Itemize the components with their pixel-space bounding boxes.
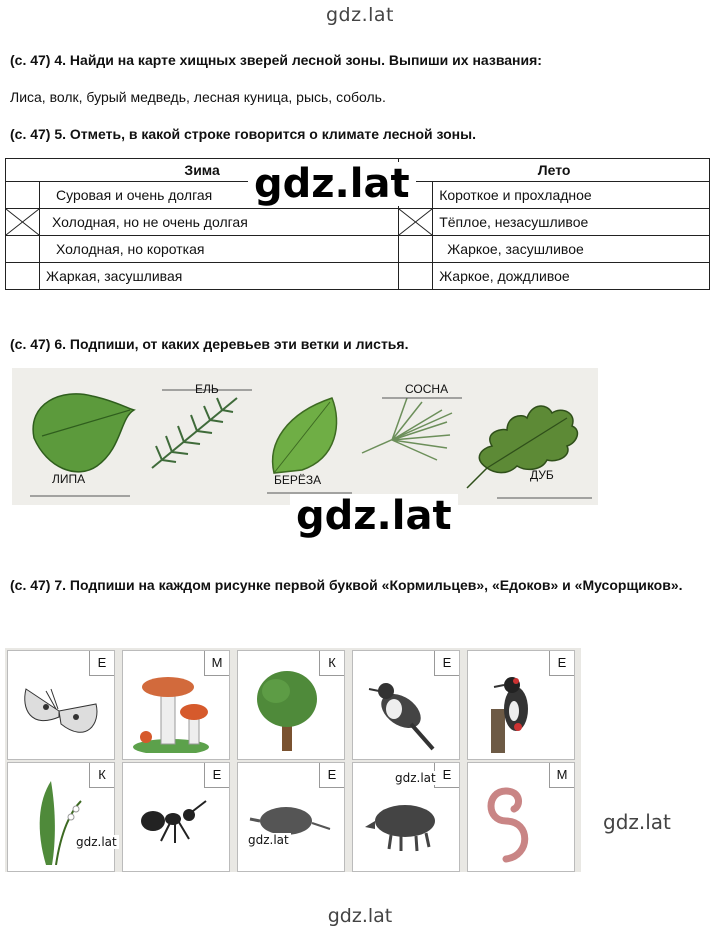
leaves-picture xyxy=(12,368,598,505)
winter-checkbox[interactable] xyxy=(6,263,40,290)
summer-cell: Жаркое, засушливое xyxy=(433,236,710,263)
summer-header: Лето xyxy=(399,159,710,182)
card-letter: Е xyxy=(434,651,459,676)
table-row xyxy=(6,209,710,236)
mushrooms-icon xyxy=(131,669,217,753)
card-letter: Е xyxy=(549,651,574,676)
cross-mark-icon xyxy=(6,209,39,235)
winter-checkbox-marked[interactable] xyxy=(6,209,40,236)
watermark-small: gdz.lat xyxy=(395,771,436,785)
watermark-top: gdz.lat xyxy=(325,4,394,26)
summer-cell: Жаркое, дождливое xyxy=(433,263,710,290)
summer-cell: Тёплое, незасушливое xyxy=(433,209,710,236)
shrew-icon xyxy=(246,781,332,865)
label-linden: ЛИПА xyxy=(52,472,86,486)
winter-cell: Суровая и очень долгая xyxy=(40,182,399,209)
card-letter: Е xyxy=(89,651,114,676)
summer-cell: Короткое и прохладное xyxy=(433,182,710,209)
winter-cell: Жаркая, засушливая xyxy=(40,263,399,290)
card-wild-boar xyxy=(352,762,460,872)
card-moth xyxy=(7,650,115,760)
winter-checkbox[interactable] xyxy=(6,236,40,263)
task4-title: (с. 47) 4. Найди на карте хищных зверей лесной зоны. Выпиши их названия: xyxy=(10,52,542,68)
bird-icon xyxy=(361,669,447,753)
card-lily-of-the-valley xyxy=(7,762,115,872)
task6-title: (с. 47) 6. Подпиши, от каких деревьев эти ветки и листья. xyxy=(10,336,409,352)
summer-checkbox[interactable] xyxy=(399,236,433,263)
lily-of-the-valley-icon xyxy=(16,781,102,865)
watermark-side: gdz.lat xyxy=(603,810,671,834)
card-letter: Е xyxy=(319,763,344,788)
moth-icon xyxy=(16,669,102,753)
summer-checkbox-marked[interactable] xyxy=(399,209,433,236)
label-birch: БЕРЁЗА xyxy=(274,473,322,487)
woodpecker-icon xyxy=(476,669,562,753)
watermark-small: gdz.lat xyxy=(248,833,289,847)
card-earthworm xyxy=(467,762,575,872)
card-bird xyxy=(352,650,460,760)
wild-boar-icon xyxy=(361,781,447,865)
tree-icon xyxy=(246,669,332,753)
card-letter: Е xyxy=(434,763,459,788)
card-ant xyxy=(122,762,230,872)
table-row xyxy=(6,236,710,263)
earthworm-icon xyxy=(476,781,562,865)
card-tree xyxy=(237,650,345,760)
animals-grid xyxy=(5,648,581,872)
card-letter: К xyxy=(319,651,344,676)
winter-cell: Холодная, но не очень долгая xyxy=(40,209,399,236)
task7-title: (с. 47) 7. Подпиши на каждом рисунке первой буквой «Кормильцев», «Едоков» и «Мусорщиков». xyxy=(10,577,683,593)
watermark-small: gdz.lat xyxy=(76,835,117,849)
cross-mark-icon xyxy=(399,209,432,235)
label-spruce: ЕЛЬ xyxy=(195,382,219,396)
winter-cell: Холодная, но короткая xyxy=(40,236,399,263)
card-letter: М xyxy=(549,763,574,788)
watermark-bottom: gdz.lat xyxy=(327,905,393,927)
card-letter: К xyxy=(89,763,114,788)
winter-header: Зима xyxy=(6,159,399,182)
table-row xyxy=(6,263,710,290)
winter-checkbox[interactable] xyxy=(6,182,40,209)
card-letter: Е xyxy=(204,763,229,788)
card-mushrooms xyxy=(122,650,230,760)
watermark-large: gdz.lat xyxy=(248,162,416,206)
watermark-large: gdz.lat xyxy=(290,494,458,538)
summer-checkbox[interactable] xyxy=(399,263,433,290)
task5-title: (с. 47) 5. Отметь, в какой строке говорится о климате лесной зоны. xyxy=(10,126,476,142)
label-oak: ДУБ xyxy=(530,468,554,482)
card-letter: М xyxy=(204,651,229,676)
card-shrew xyxy=(237,762,345,872)
ant-icon xyxy=(131,781,217,865)
card-woodpecker xyxy=(467,650,575,760)
task4-answer: Лиса, волк, бурый медведь, лесная куница, рысь, соболь. xyxy=(10,89,386,105)
label-pine: СОСНА xyxy=(405,382,449,396)
